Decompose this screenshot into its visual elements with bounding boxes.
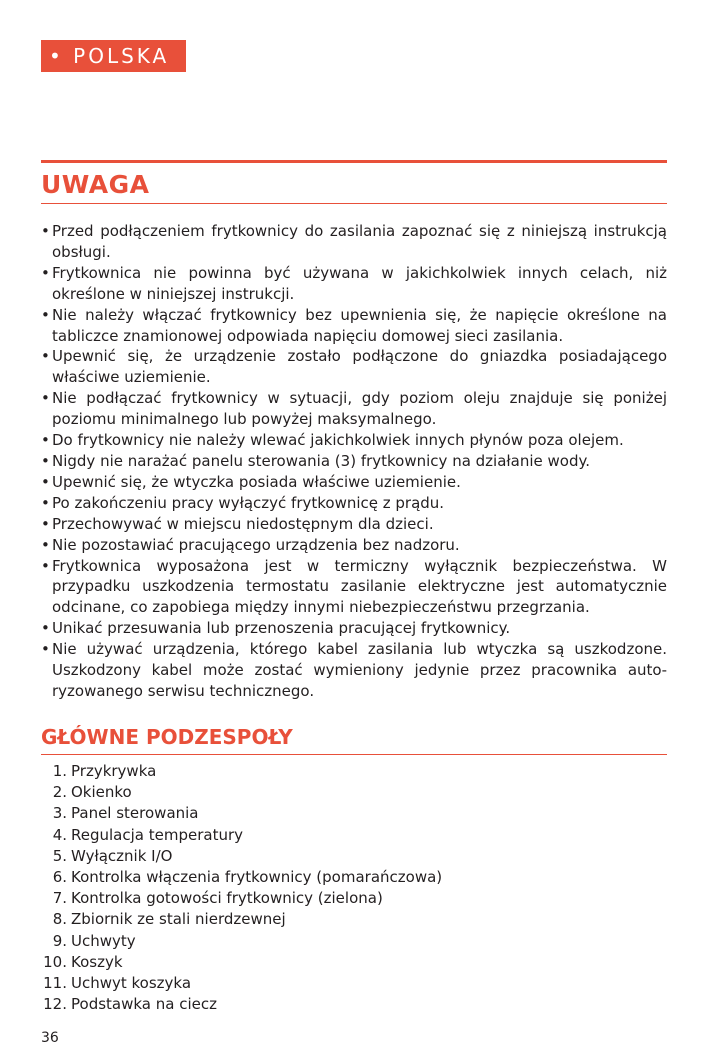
part-item bbox=[41, 973, 667, 994]
part-item bbox=[41, 782, 667, 803]
part-number: 10. bbox=[43, 952, 67, 971]
page-number: 36 bbox=[41, 1030, 59, 1046]
top-divider bbox=[41, 160, 667, 163]
part-item bbox=[41, 952, 667, 973]
part-number: 6. bbox=[52, 868, 67, 887]
warning-item: • Po zakończeniu pracy wyłączyć frytkownicę z prądu. bbox=[41, 493, 667, 514]
warning-title: UWAGA bbox=[41, 170, 150, 199]
part-item bbox=[41, 909, 667, 930]
warning-title-underline bbox=[41, 203, 667, 204]
part-item bbox=[41, 867, 667, 888]
part-number: 3. bbox=[52, 804, 67, 823]
parts-title: GŁÓWNE PODZESPOŁY bbox=[41, 725, 293, 749]
parts-list bbox=[41, 761, 667, 1015]
part-number: 11. bbox=[43, 974, 67, 993]
part-item bbox=[41, 931, 667, 952]
part-label: Podstawka na ciecz bbox=[71, 995, 217, 1014]
warning-item: • Nie należy włączać frytkownicy bez upewnienia się, że napięcie określone na tabliczce znamionowej odpowiada napięciu domowej sieci zasilania. bbox=[41, 305, 667, 347]
part-item bbox=[41, 825, 667, 846]
part-label: Wyłącznik I/O bbox=[71, 846, 173, 865]
part-label: Kontrolka włączenia frytkownicy (pomarańczowa) bbox=[71, 868, 443, 887]
warning-item: • Upewnić się, że urządzenie zostało podłączone do gniazdka posiadającego właściwe uziemienie. bbox=[41, 346, 667, 388]
part-number: 4. bbox=[52, 825, 67, 844]
warning-item: • Nigdy nie narażać panelu sterowania (3) frytkownicy na działanie wody. bbox=[41, 451, 667, 472]
warning-item: • Do frytkownicy nie należy wlewać jakichkolwiek innych płynów poza olejem. bbox=[41, 430, 667, 451]
part-number: 5. bbox=[52, 846, 67, 865]
part-label: Przykrywka bbox=[71, 762, 157, 780]
part-label: Okienko bbox=[71, 783, 132, 802]
part-number: 2. bbox=[52, 783, 67, 802]
part-number: 9. bbox=[52, 931, 67, 950]
part-number: 12. bbox=[43, 995, 67, 1014]
warning-item: • Nie podłączać frytkownicy w sytuacji, gdy poziom oleju znajduje się poniżej poziomu minimalnego lub powyżej maksymalnego. bbox=[41, 388, 667, 430]
warning-item: • Nie pozostawiać pracującego urządzenia bez nadzoru. bbox=[41, 535, 667, 556]
warning-item: • Unikać przesuwania lub przenoszenia pracującej frytkownicy. bbox=[41, 618, 667, 639]
part-item bbox=[41, 846, 667, 867]
warning-item: • Upewnić się, że wtyczka posiada właściwe uziemienie. bbox=[41, 472, 667, 493]
part-item bbox=[41, 994, 667, 1015]
warning-list bbox=[41, 221, 667, 702]
part-label: Regulacja temperatury bbox=[71, 825, 244, 844]
part-label: Kontrolka gotowości frytkownicy (zielona) bbox=[71, 889, 383, 908]
part-item bbox=[41, 761, 667, 782]
part-label: Koszyk bbox=[71, 952, 123, 971]
warning-item: • Nie używać urządzenia, którego kabel zasilania lub wtyczka są uszkodzone. Uszkodzony kabel może zostać wymieniony jedynie przez pracownika autoryzowanego serwisu technicznego. bbox=[41, 639, 667, 702]
warning-item: • Frytkownica wyposażona jest w termiczny wyłącznik bezpieczeństwa. W przypadku uszkodzenia termostatu zasilanie elektryczne jest automatycznie odcinane, co zapobiega między innymi niebezpieczeństwu przegrzania. bbox=[41, 556, 667, 619]
part-number: 8. bbox=[52, 910, 67, 929]
part-item bbox=[41, 888, 667, 909]
part-label: Uchwyt koszyka bbox=[71, 974, 192, 993]
part-number: 7. bbox=[52, 889, 67, 908]
part-label: Panel sterowania bbox=[71, 804, 199, 823]
part-label: Zbiornik ze stali nierdzewnej bbox=[71, 910, 286, 929]
warning-item: • Przechowywać w miejscu niedostępnym dla dzieci. bbox=[41, 514, 667, 535]
warning-item: • Frytkownica nie powinna być używana w jakichkolwiek innych celach, niż określone w niniejszej instrukcji. bbox=[41, 263, 667, 305]
part-number: 1. bbox=[52, 762, 67, 780]
part-item bbox=[41, 803, 667, 824]
parts-title-underline bbox=[41, 754, 667, 755]
language-tag: • POLSKA bbox=[41, 40, 186, 72]
part-label: Uchwyty bbox=[71, 931, 136, 950]
warning-item: • Przed podłączeniem frytkownicy do zasilania zapoznać się z niniejszą instrukcją obsługi. bbox=[41, 221, 667, 263]
